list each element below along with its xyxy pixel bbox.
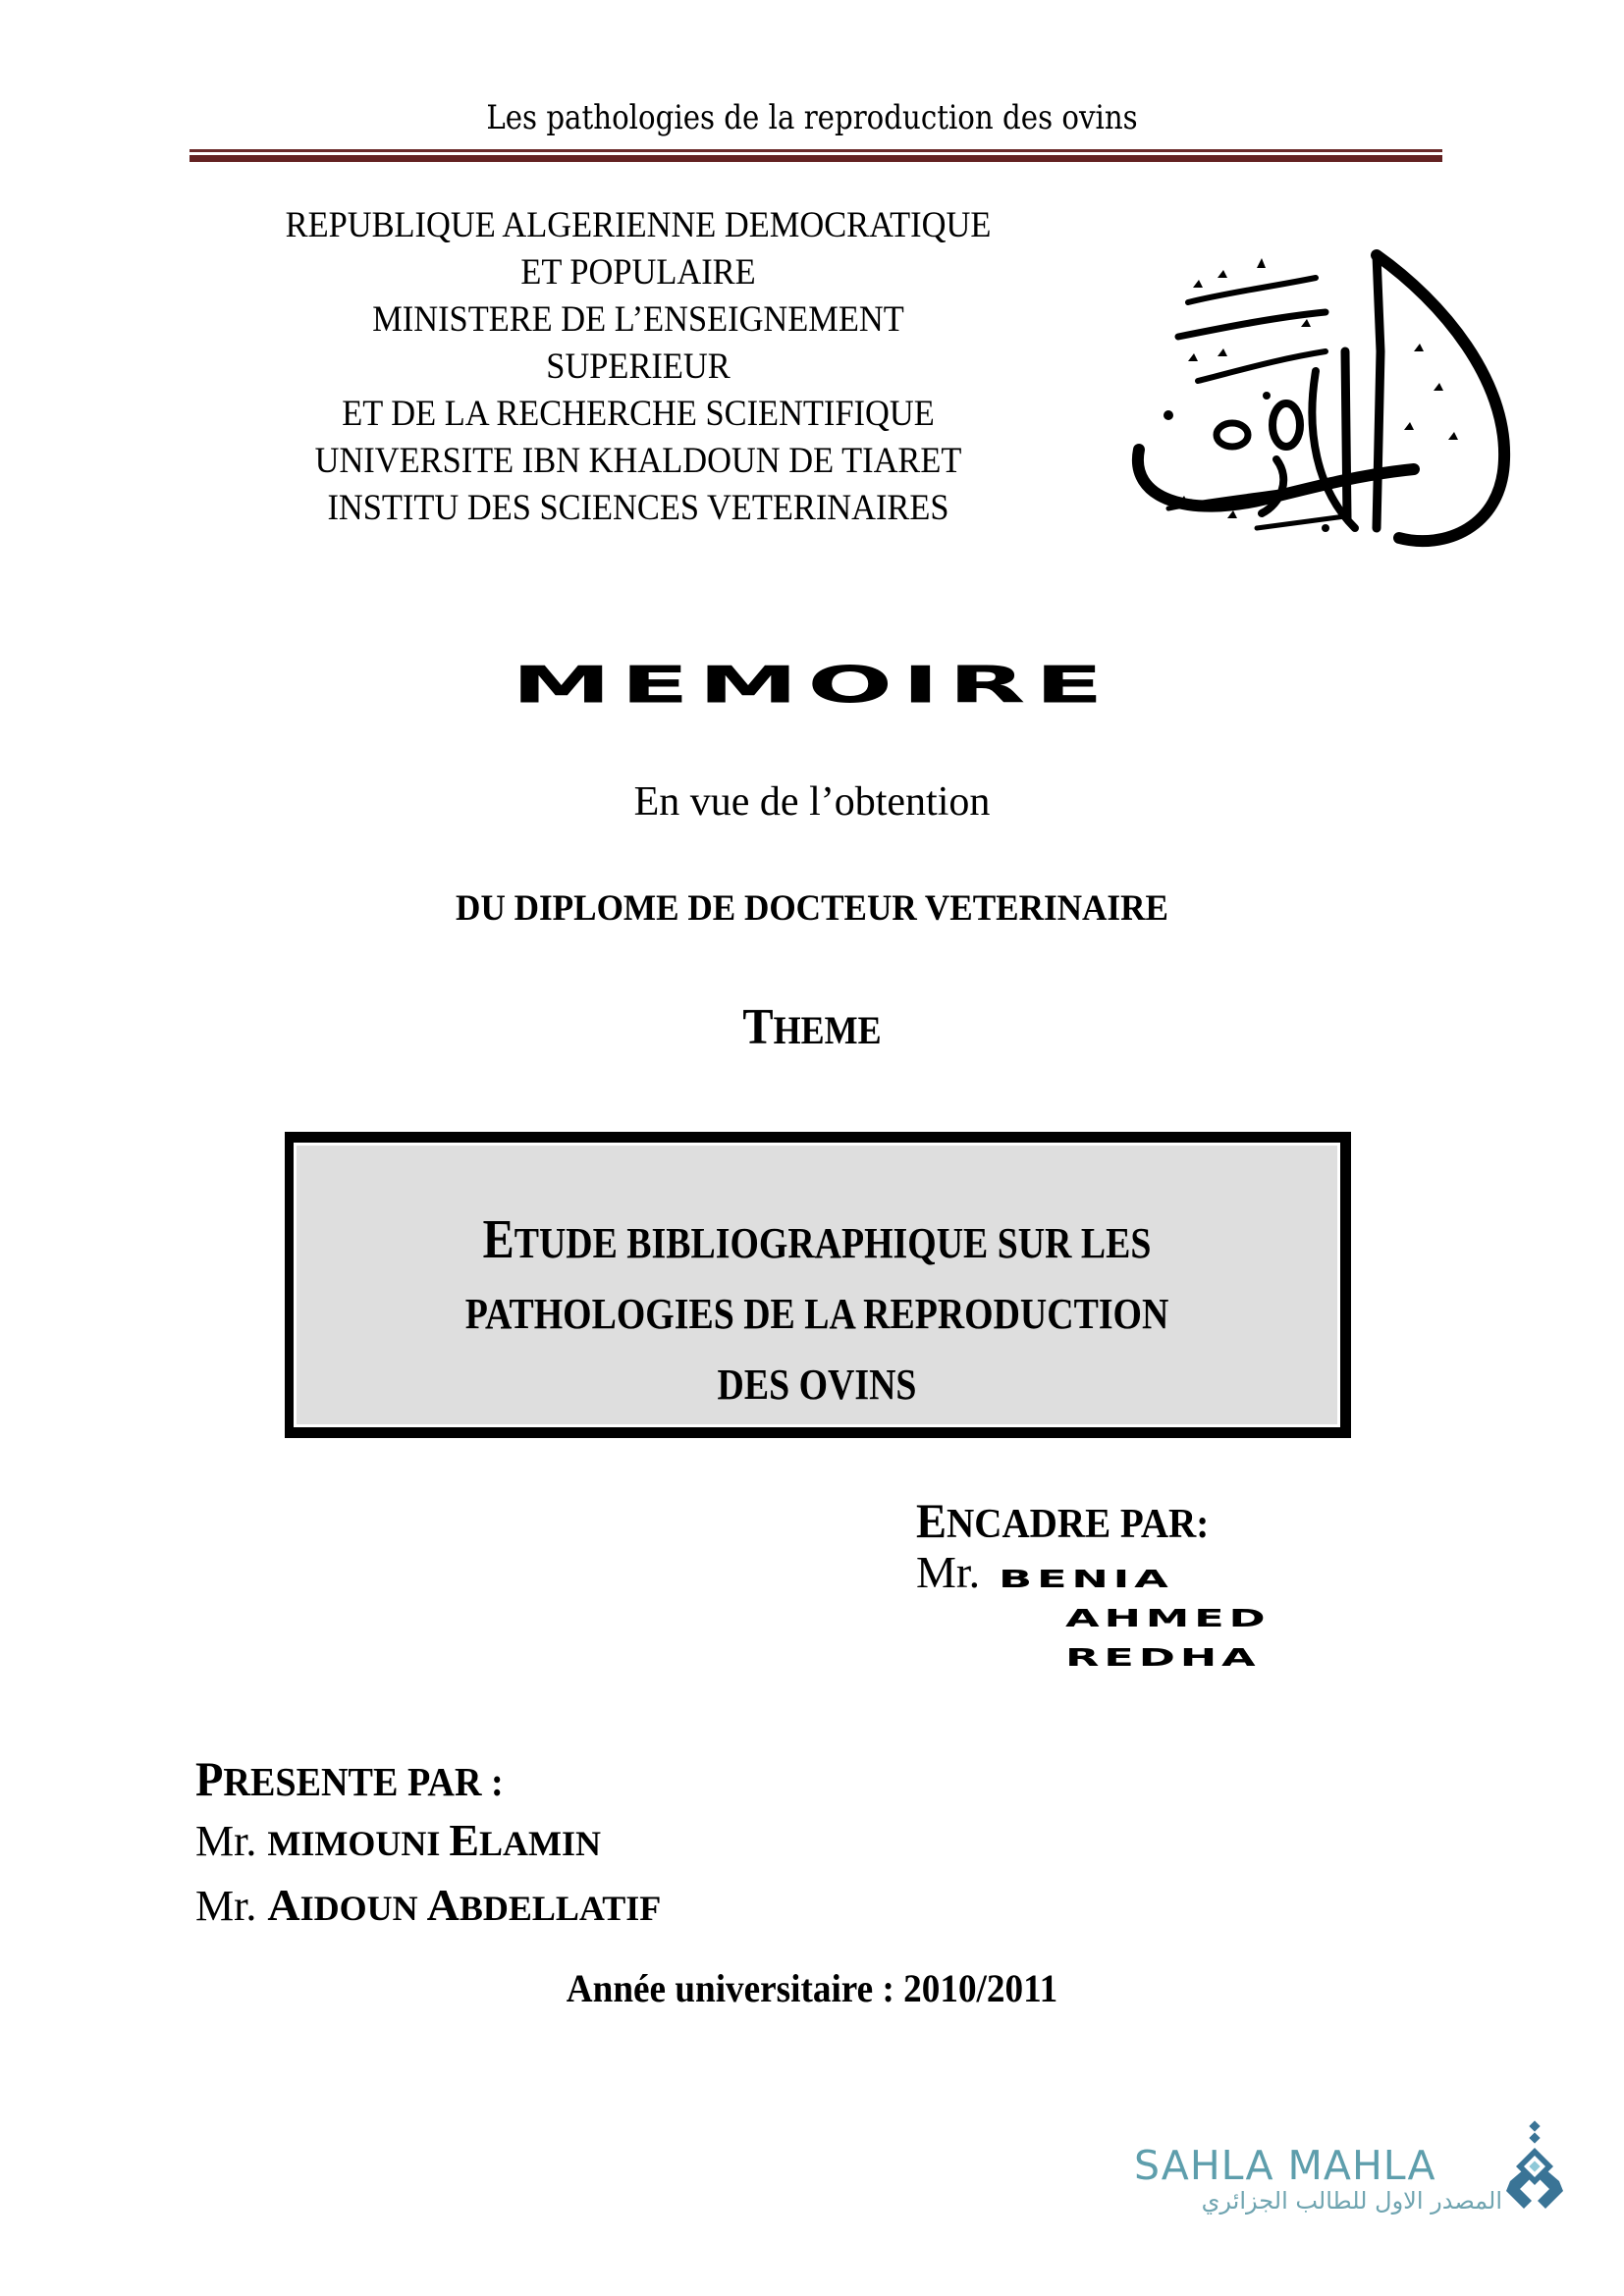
watermark-tagline: المصدر الاول للطالب الجزائري xyxy=(1201,2187,1502,2215)
theme-line-3: DES OVINS xyxy=(717,1361,917,1409)
student-last-initial: A xyxy=(267,1880,300,1930)
theme-line-1-initial: E xyxy=(482,1209,514,1270)
academic-year: Année universitaire : 2010/2011 xyxy=(566,1966,1058,2010)
header-rule-thin xyxy=(189,149,1442,152)
header-rule-thick xyxy=(189,155,1442,162)
presenters-label-initial: P xyxy=(195,1751,224,1806)
student-first-initial: A xyxy=(426,1880,460,1930)
theme-box-inner xyxy=(294,1143,1340,1427)
student-name xyxy=(195,1879,661,1931)
student-fullname xyxy=(267,1815,602,1865)
student-first-rest: LAMIN xyxy=(479,1824,602,1863)
presenters-label-rest: RESENTE PAR : xyxy=(223,1759,504,1804)
student-first-initial: E xyxy=(449,1815,480,1865)
presenters-label xyxy=(195,1750,504,1807)
theme-heading-initial: T xyxy=(742,999,774,1055)
student-name xyxy=(195,1814,601,1866)
running-header-title: Les pathologies de la reproduction des ovins xyxy=(486,98,1138,137)
theme-line-2: PATHOLOGIES DE LA REPRODUCTION xyxy=(464,1290,1169,1338)
watermark-brand: SAHLA MAHLA xyxy=(1134,2142,1436,2189)
theme-line-1 xyxy=(369,1204,1265,1279)
theme-heading-rest: HEME xyxy=(773,1008,882,1052)
student-last-name: MIMOUNI xyxy=(267,1824,441,1863)
supervisor-name-line: REDHA xyxy=(1065,1642,1261,1673)
university-logo-icon xyxy=(1119,234,1522,558)
supervisor-label xyxy=(916,1492,1209,1549)
supervisor-name-line: AHMED xyxy=(1065,1603,1271,1633)
institution-block xyxy=(218,202,1058,532)
supervisor-prefix: Mr. xyxy=(916,1547,981,1597)
supervisor-label-rest: NCADRE PAR: xyxy=(947,1502,1210,1547)
supervisor-name-line: BENIA xyxy=(999,1564,1173,1594)
student-prefix: Mr. xyxy=(195,1817,257,1865)
diplome-text: DU DIPLOME DE DOCTEUR VETERINAIRE xyxy=(456,888,1168,929)
theme-box xyxy=(285,1132,1351,1438)
theme-heading xyxy=(81,998,1543,1056)
institution-line: ET DE LA RECHERCHE SCIENTIFIQUE xyxy=(342,394,935,434)
theme-box-text xyxy=(369,1204,1265,1420)
memoire-title: MEMOIRE xyxy=(511,656,1113,716)
institution-line: REPUBLIQUE ALGERIENNE DEMOCRATIQUE xyxy=(285,205,992,245)
obtention-text: En vue de l’obtention xyxy=(633,779,991,825)
student-prefix: Mr. xyxy=(195,1882,257,1930)
institution-line: UNIVERSITE IBN KHALDOUN DE TIARET xyxy=(314,441,962,481)
student-last-rest: IDOUN xyxy=(299,1889,418,1928)
student-fullname xyxy=(267,1880,662,1930)
institution-line: SUPERIEUR xyxy=(546,347,731,387)
institution-line: MINISTERE DE L’ENSEIGNEMENT xyxy=(372,299,904,340)
institution-line: INSTITU DES SCIENCES VETERINAIRES xyxy=(327,488,949,528)
student-first-rest: BDELLATIF xyxy=(459,1889,662,1928)
supervisor-label-initial: E xyxy=(916,1493,947,1548)
sahla-mahla-emblem-icon xyxy=(1502,2120,1571,2218)
theme-line-1-rest: TUDE BIBLIOGRAPHIQUE SUR LES xyxy=(514,1219,1152,1267)
institution-line: ET POPULAIRE xyxy=(520,252,756,293)
